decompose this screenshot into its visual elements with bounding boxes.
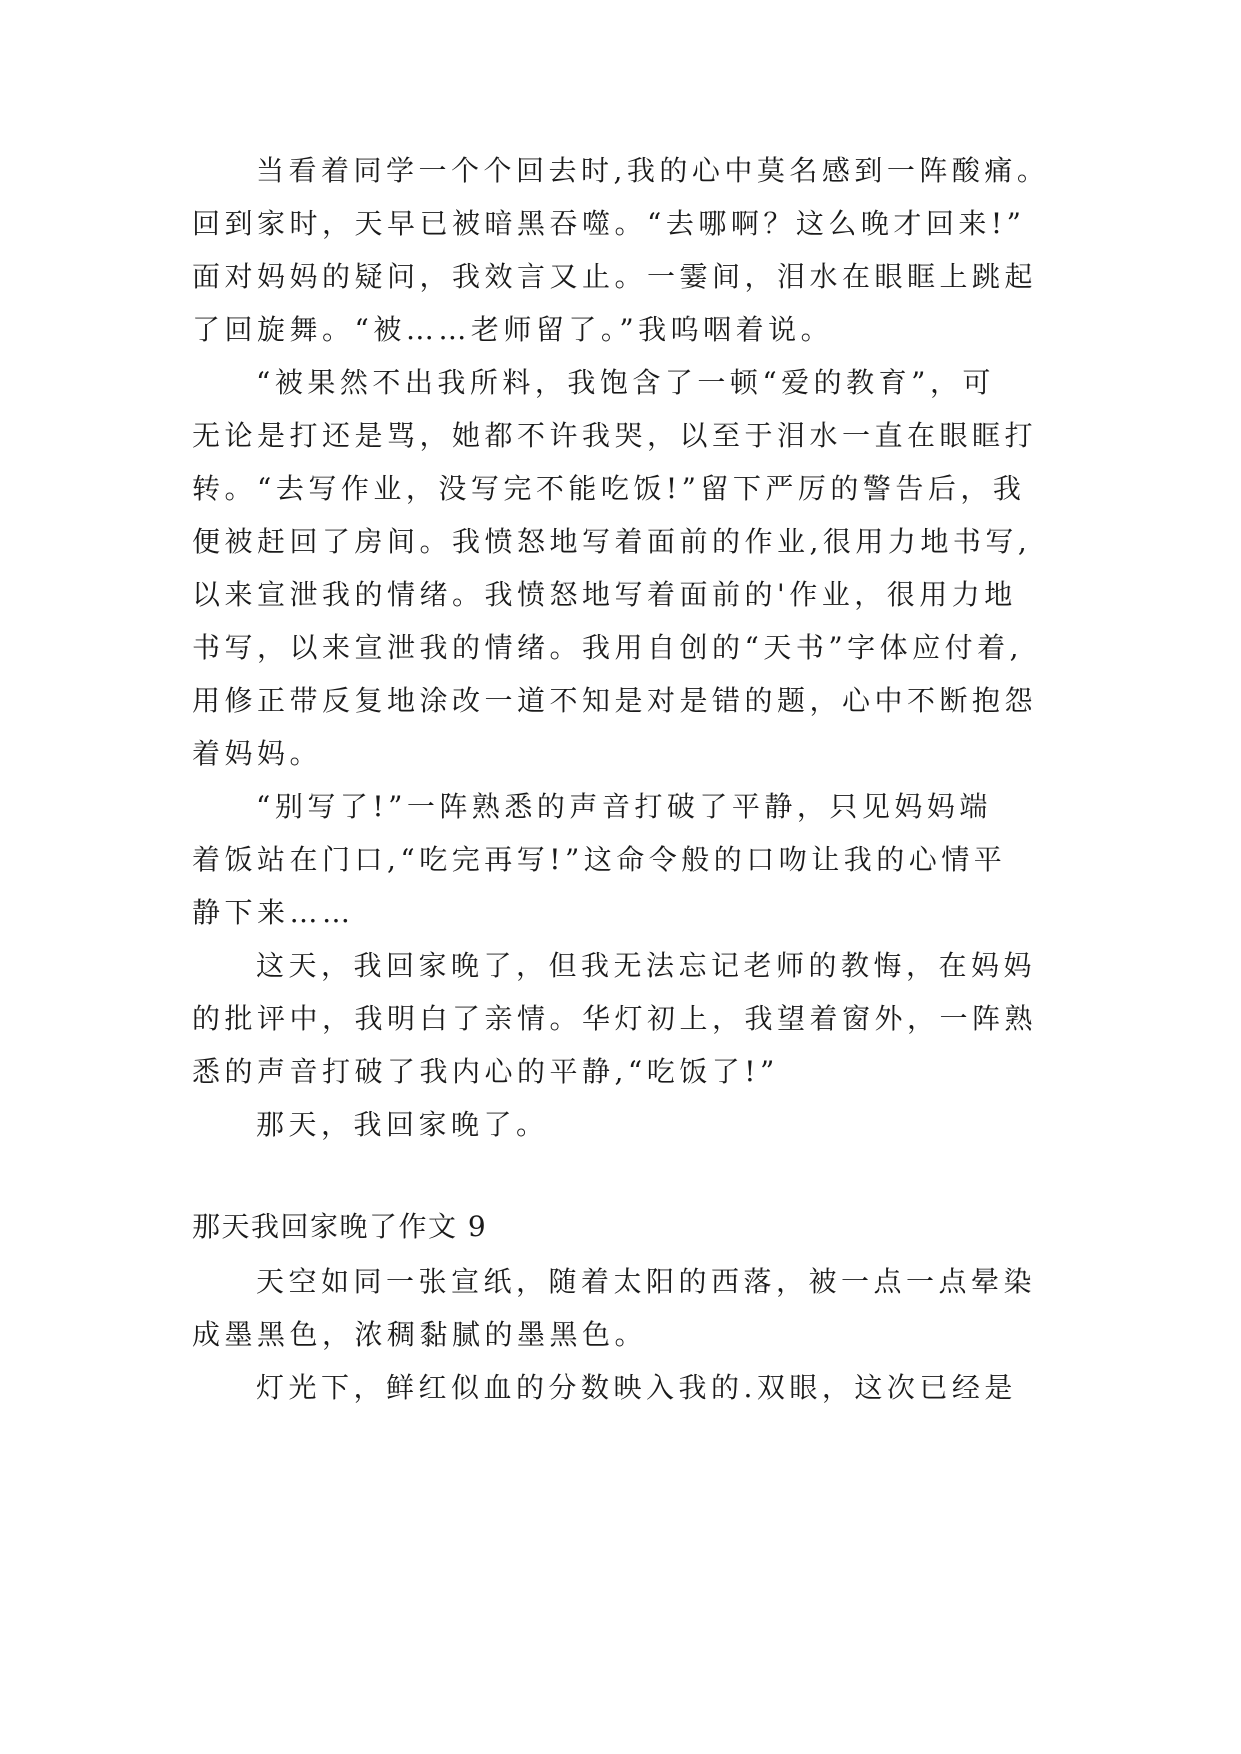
text-line: 天空如同一张宣纸，随着太阳的西落，被一点一点晕染 [256,1265,1037,1298]
text-line: 转。“去写作业，没写完不能吃饭!”留下严厉的警告后，我 [192,472,1026,505]
text-line: 当看着同学一个个回去时,我的心中莫名感到一阵酸痛。 [256,154,1050,187]
text-line: 无论是打还是骂，她都不许我哭，以至于泪水一直在眼眶打 [192,419,1038,452]
text-line: “被果然不出我所料，我饱含了一顿“爱的教育”，可 [256,366,995,399]
text-line: 用修正带反复地涂改一道不知是对是错的题，心中不断抱怨 [192,684,1038,717]
text-line: 那天，我回家晚了。 [256,1108,549,1141]
text-line: 了回旋舞。“被……老师留了。”我呜咽着说。 [192,313,834,346]
text-line: 静下来…… [192,896,355,929]
text-line: 以来宣泄我的情绪。我愤怒地写着面前的'作业，很用力地 [192,578,1017,611]
text-line: “别写了!”一阵熟悉的声音打破了平静，只见妈妈端 [256,790,992,823]
text-line: 书写，以来宣泄我的情绪。我用自创的“天书”字体应付着, [192,631,1024,664]
text-line: 面对妈妈的疑问，我效言又止。一霎间，泪水在眼眶上跳起 [192,260,1038,293]
text-line: 回到家时，天早已被暗黑吞噬。“去哪啊？这么晚才回来!” [192,207,1026,240]
text-line: 这天，我回家晚了，但我无法忘记老师的教悔，在妈妈 [256,949,1037,982]
text-line: 成墨黑色，浓稠黏腻的墨黑色。 [192,1318,648,1351]
text-line: 便被赶回了房间。我愤怒地写着面前的作业,很用力地书写, [192,525,1032,558]
text-line: 的批评中，我明白了亲情。华灯初上，我望着窗外，一阵熟 [192,1002,1038,1035]
text-line: 灯光下，鲜红似血的分数映入我的.双眼，这次已经是 [256,1371,1017,1404]
text-line: 着饭站在门口,“吃完再写!”这命令般的口吻让我的心情平 [192,843,1007,876]
text-line: 悉的声音打破了我内心的平静,“吃饭了!” [192,1055,779,1088]
section-heading: 那天我回家晚了作文 9 [192,1210,488,1243]
text-line: 着妈妈。 [192,737,323,770]
